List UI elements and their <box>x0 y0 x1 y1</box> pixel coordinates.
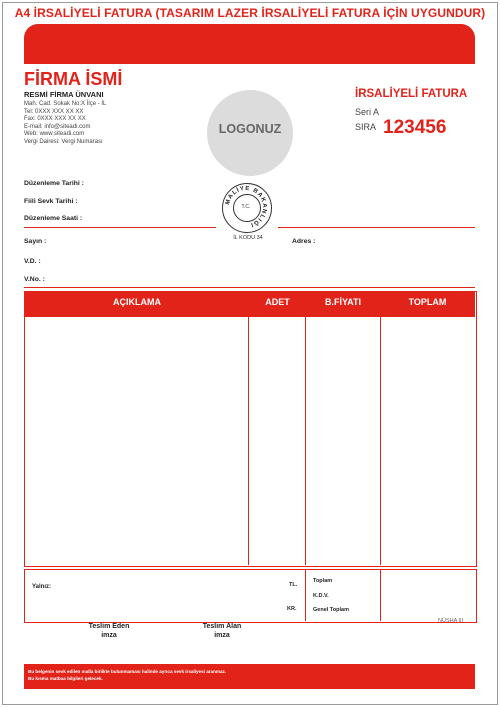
date-divider <box>24 227 216 228</box>
vno-label: V.No. : <box>24 276 45 283</box>
yalniz-label: Yalnız: <box>32 584 52 590</box>
toplam-label: Toplam <box>313 578 333 584</box>
company-tax: Vergi Dairesi: Vergi Numarası <box>24 138 103 145</box>
invoice-title: İRSALİYELİ FATURA <box>355 88 468 100</box>
company-web: Web: www.siteadi.com <box>24 131 85 137</box>
issue-date-label: Düzenleme Tarihi : <box>24 180 84 187</box>
column-header-birim-fiyat: B.FİYATI <box>324 297 361 307</box>
company-email: E-mail: info@siteadi.com <box>24 123 91 130</box>
issue-time-label: Düzenleme Saati : <box>24 215 83 222</box>
company-tel: Tel: 0XXX XXX XX XX <box>24 108 84 115</box>
stamp-ring-label: MALİYE BAKANLIĞI <box>225 185 268 228</box>
column-header-adet: ADET <box>265 297 290 307</box>
delivered-by-label: Teslim Eden <box>88 623 130 630</box>
invoice-number-label: SIRA <box>355 122 377 132</box>
company-name: FİRMA İSMİ <box>24 69 123 89</box>
adres-label: Adres : <box>292 238 316 245</box>
logo-placeholder <box>207 90 293 176</box>
delivered-by-signature: imza <box>101 632 117 639</box>
items-table <box>24 291 477 567</box>
company-fax: Fax: 0XXX XXX XX XX <box>24 116 86 122</box>
totals-box <box>24 569 477 623</box>
totals-divider <box>380 569 381 621</box>
stamp-center-text: T.C. <box>241 204 251 210</box>
vd-label: V.D. : <box>24 258 41 265</box>
totals-divider <box>305 569 306 621</box>
column-header-aciklama: AÇIKLAMA <box>113 297 161 307</box>
kdv-label: K.D.V. <box>313 593 329 599</box>
genel-toplam-label: Genel Toplam <box>313 607 349 613</box>
customer-divider <box>24 287 475 288</box>
footer-note: Bu belgenin sevk edilen malla birlikte bulunmaması halinde ayrıca sevk irsaliyesi aranmaz. <box>28 669 227 674</box>
company-official-title: RESMİ FİRMA ÜNVANI <box>24 90 104 99</box>
column-divider <box>380 317 381 565</box>
stamp-code: İL KODU 34 <box>233 235 263 241</box>
received-by-label: Teslim Alan <box>202 623 242 630</box>
copy-label: NÜSHA III <box>438 618 464 624</box>
received-by-signature: imza <box>214 632 230 639</box>
column-divider <box>248 317 249 565</box>
tl-label: TL. <box>289 582 298 588</box>
address-divider <box>278 227 475 228</box>
logo-text: LOGONUZ <box>218 122 282 136</box>
company-contact-block <box>24 101 106 146</box>
shipment-date-label: Fiili Sevk Tarihi : <box>24 198 78 205</box>
invoice-series: Seri A <box>355 107 380 117</box>
invoice-number: 123456 <box>383 117 447 138</box>
company-address: Mah. Cad. Sokak No:X İlçe - İL <box>24 101 107 107</box>
column-divider <box>305 317 306 565</box>
footer-printer-note: Bu kısma matbaa bilgileri gelecek. <box>28 676 103 681</box>
header-band <box>24 24 475 64</box>
kr-label: KR. <box>287 606 297 612</box>
column-header-toplam: TOPLAM <box>408 297 447 307</box>
banner-title: A4 İRSALİYELİ FATURA (TASARIM LAZER İRSALİYELİ FATURA İÇİN UYGUNDUR) <box>14 6 486 20</box>
sayin-label: Sayın : <box>24 238 47 245</box>
